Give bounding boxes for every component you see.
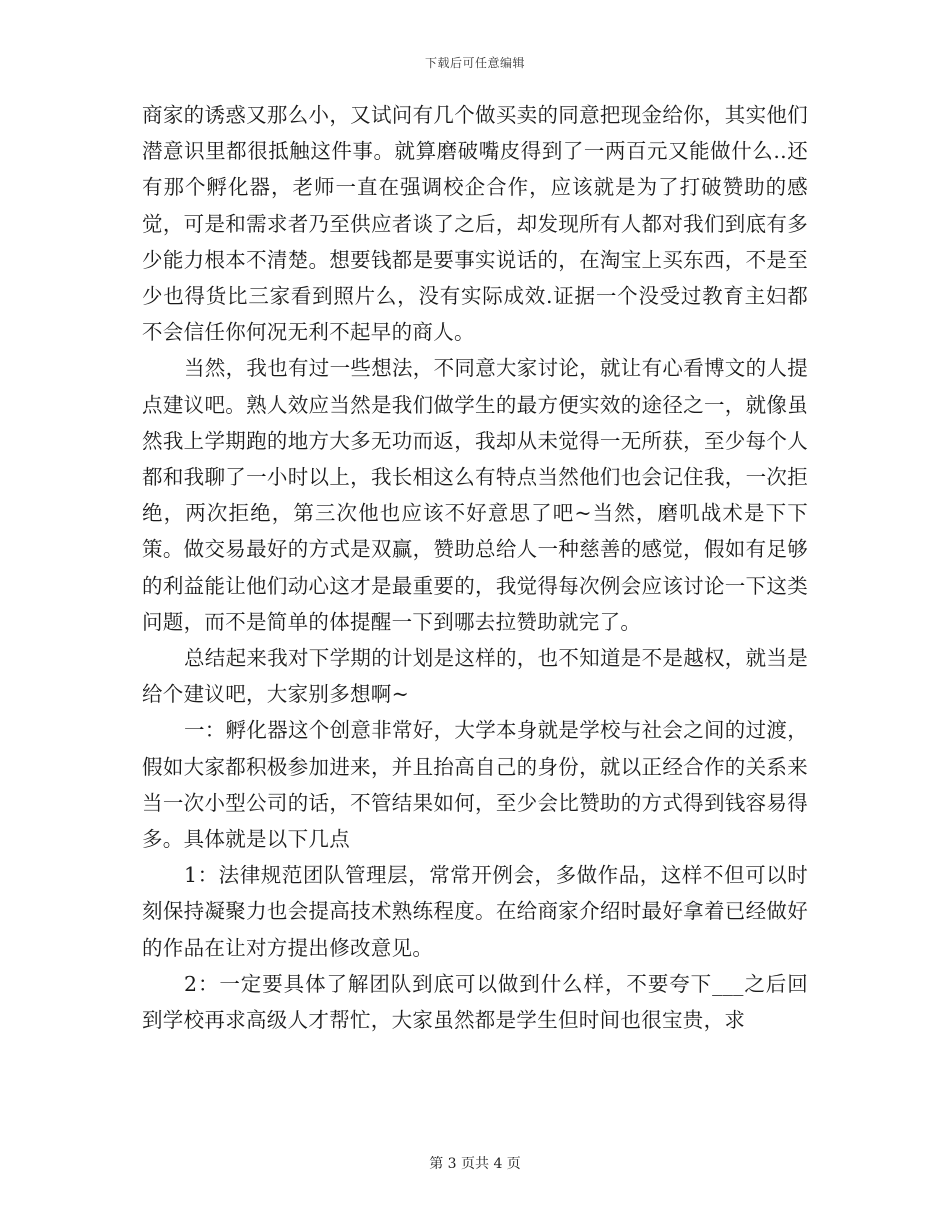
document-body <box>142 97 808 1038</box>
paragraph-4: 一：孵化器这个创意非常好，大学本身就是学校与社会之间的过渡，假如大家都积极参加进来，并且抬高自己的身份，就以正经合作的关系来当一次小型公司的话，不管结果如何，至少会比赞助的方式得到钱容易得多。具体就是以下几点 <box>142 718 808 852</box>
paragraph-1: 商家的诱惑又那么小，又试问有几个做买卖的同意把现金给你，其实他们潜意识里都很抵触这件事。就算磨破嘴皮得到了一两百元又能做什么..还有那个孵化器，老师一直在强调校企合作，应该就是为了打破赞助的感觉，可是和需求者乃至供应者谈了之后，却发现所有人都对我们到底有多少能力根本不清楚。想要钱都是要事实说话的，在淘宝上买东西，不是至少也得货比三家看到照片么，没有实际成效.证据一个没受过教育主妇都不会信任你何况无利不起早的商人。 <box>142 103 808 345</box>
page-number: 第 3 页共 4 页 <box>429 1156 521 1172</box>
paragraph-2: 当然，我也有过一些想法，不同意大家讨论，就让有心看博文的人提点建议吧。熟人效应当然是我们做学生的最方便实效的途径之一，就像虽然我上学期跑的地方大多无功而返，我却从未觉得一无所获，至少每个人都和我聊了一小时以上，我长相这么有特点当然他们也会记住我，一次拒绝，两次拒绝，第三次他也应该不好意思了吧~当然，磨叽战术是下下策。做交易最好的方式是双赢，赞助总给人一种慈善的感觉，假如有足够的利益能让他们动心这才是最重要的，我觉得每次例会应该讨论一下这类问题，而不是简单的体提醒一下到哪去拉赞助就完了。 <box>142 356 808 634</box>
page-header: 下载后可任意编辑 <box>424 56 525 70</box>
paragraph-6: 2：一定要具体了解团队到底可以做到什么样，不要夸下___之后回到学校再求高级人才帮忙，大家虽然都是学生但时间也很宝贵，求 <box>142 971 808 1033</box>
paragraph-5: 1：法律规范团队管理层，常常开例会，多做作品，这样不但可以时刻保持凝聚力也会提高技术熟练程度。在给商家介绍时最好拿着已经做好的作品在让对方提出修改意见。 <box>142 863 808 960</box>
paragraph-3: 总结起来我对下学期的计划是这样的，也不知道是不是越权，就当是给个建议吧，大家别多想啊~ <box>142 646 808 707</box>
